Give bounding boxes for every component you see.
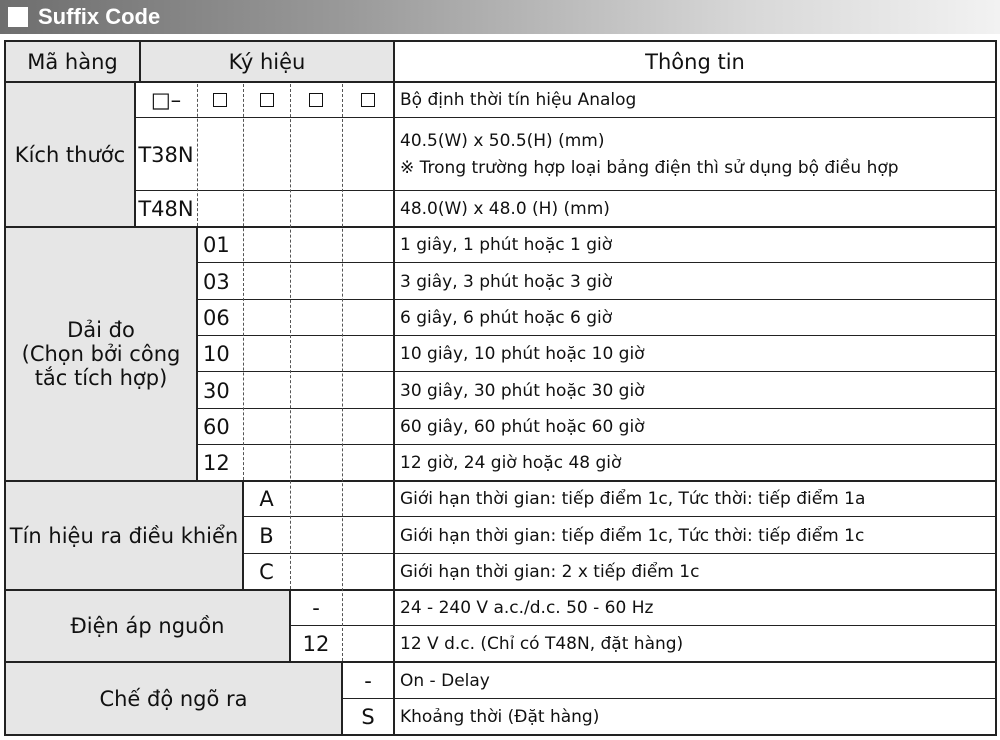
range-info: 6 giây, 6 phút hoặc 6 giờ: [400, 308, 613, 328]
table-border-left: [4, 40, 6, 736]
range-label-line3: tắc tích hợp): [34, 366, 168, 390]
symbol-power-square: [290, 82, 342, 118]
col-divider: [242, 481, 244, 590]
table-border-bottom: [4, 734, 997, 736]
square-icon: [309, 93, 323, 107]
row-separator: [342, 698, 997, 699]
power-info: 24 - 240 V a.c./d.c. 50 - 60 Hz: [400, 598, 654, 618]
range-code: 10: [203, 342, 230, 366]
mode-info: On - Delay: [400, 670, 490, 691]
size-code-t48n: T48N: [138, 197, 194, 221]
section-separator: [4, 480, 997, 482]
range-info: 1 giây, 1 phút hoặc 1 giờ: [400, 235, 613, 255]
output-code: C: [259, 560, 274, 584]
table-border-right: [995, 40, 997, 736]
header-separator: [4, 81, 997, 83]
range-info: 30 giây, 30 phút hoặc 30 giờ: [400, 380, 645, 401]
table-border-top: [4, 40, 997, 42]
range-code: 03: [203, 269, 230, 294]
power-code: 12: [302, 632, 330, 656]
dashed-divider: [197, 84, 198, 226]
row-separator: [243, 516, 997, 517]
row-separator: [290, 625, 997, 626]
mode-code: -: [364, 668, 372, 693]
col-header-symbol: Ký hiệu: [140, 41, 394, 82]
row-separator: [135, 117, 997, 118]
range-info: 3 giây, 3 phút hoặc 3 giờ: [400, 271, 613, 292]
range-code: 60: [203, 415, 230, 439]
symbol-mode-square: [342, 82, 394, 118]
section-mode-label: Chế độ ngõ ra: [5, 662, 342, 735]
output-info: Giới hạn thời gian: 2 x tiếp điểm 1c: [400, 562, 700, 582]
output-info: Giới hạn thời gian: tiếp điểm 1c, Tức thời: tiếp điểm 1a: [400, 489, 866, 509]
row-separator: [197, 408, 997, 409]
symbol-range-square: [197, 82, 243, 118]
section-range-label: [5, 227, 197, 481]
range-info: 10 giây, 10 phút hoặc 10 giờ: [400, 344, 645, 364]
section-power-label: Điện áp nguồn: [5, 590, 290, 662]
range-label-line1: Dải đo: [67, 318, 135, 342]
square-icon: [260, 93, 274, 107]
col-header-code: Mã hàng: [5, 41, 140, 82]
row-separator: [197, 262, 997, 263]
range-label-line2: (Chọn bởi công: [21, 342, 181, 366]
section-separator: [4, 661, 997, 663]
range-info: 12 giờ, 24 giờ hoặc 48 giờ: [400, 453, 622, 473]
col-divider: [341, 662, 343, 735]
symbol-output-square: [243, 82, 290, 118]
section-separator: [4, 589, 997, 591]
power-info: 12 V d.c. (Chỉ có T48N, đặt hàng): [400, 634, 684, 654]
output-code: A: [259, 487, 274, 511]
range-code: 30: [203, 378, 230, 403]
section-separator: [4, 226, 997, 228]
row-separator: [135, 190, 997, 191]
col-divider: [196, 227, 198, 481]
row-separator: [197, 371, 997, 372]
row-separator: [197, 444, 997, 445]
row-separator: [197, 335, 997, 336]
col-header-info: Thông tin: [645, 49, 745, 74]
row-separator: [197, 299, 997, 300]
col-divider-info: [393, 40, 395, 736]
symbol-first: □–: [150, 88, 182, 112]
dashed-divider: [243, 84, 244, 480]
section-output-label: Tín hiệu ra điều khiển: [5, 481, 243, 590]
size-info-t38n-line2: ※ Trong trường hợp loại bảng điện thì sử dụng bộ điều hợp: [400, 157, 899, 178]
square-icon: [361, 93, 375, 107]
size-code-t38n: T38N: [138, 142, 194, 167]
range-info: 60 giây, 60 phút hoặc 60 giờ: [400, 417, 645, 437]
size-info-t38n: [394, 118, 996, 191]
row-separator: [243, 553, 997, 554]
symbol-row-info: Bộ định thời tín hiệu Analog: [400, 90, 637, 110]
section-size-label: Kích thước: [5, 82, 135, 227]
output-info: Giới hạn thời gian: tiếp điểm 1c, Tức thời: tiếp điểm 1c: [400, 525, 865, 546]
output-code: B: [259, 523, 274, 548]
range-code: 01: [203, 233, 230, 257]
mode-info: Khoảng thời (Đặt hàng): [400, 707, 600, 727]
square-icon: [213, 93, 227, 107]
dashed-divider: [290, 84, 291, 589]
range-code: 12: [203, 451, 230, 475]
mode-code: S: [361, 705, 375, 729]
size-info-t38n-line1: 40.5(W) x 50.5(H) (mm): [400, 130, 605, 151]
power-code: -: [312, 596, 320, 620]
col-divider: [289, 590, 291, 662]
col-divider: [139, 40, 141, 82]
section-title: Suffix Code: [38, 4, 161, 29]
col-divider: [134, 82, 136, 227]
range-code: 06: [203, 306, 230, 330]
size-info-t48n: 48.0(W) x 48.0 (H) (mm): [400, 199, 610, 219]
dashed-divider: [342, 84, 343, 661]
